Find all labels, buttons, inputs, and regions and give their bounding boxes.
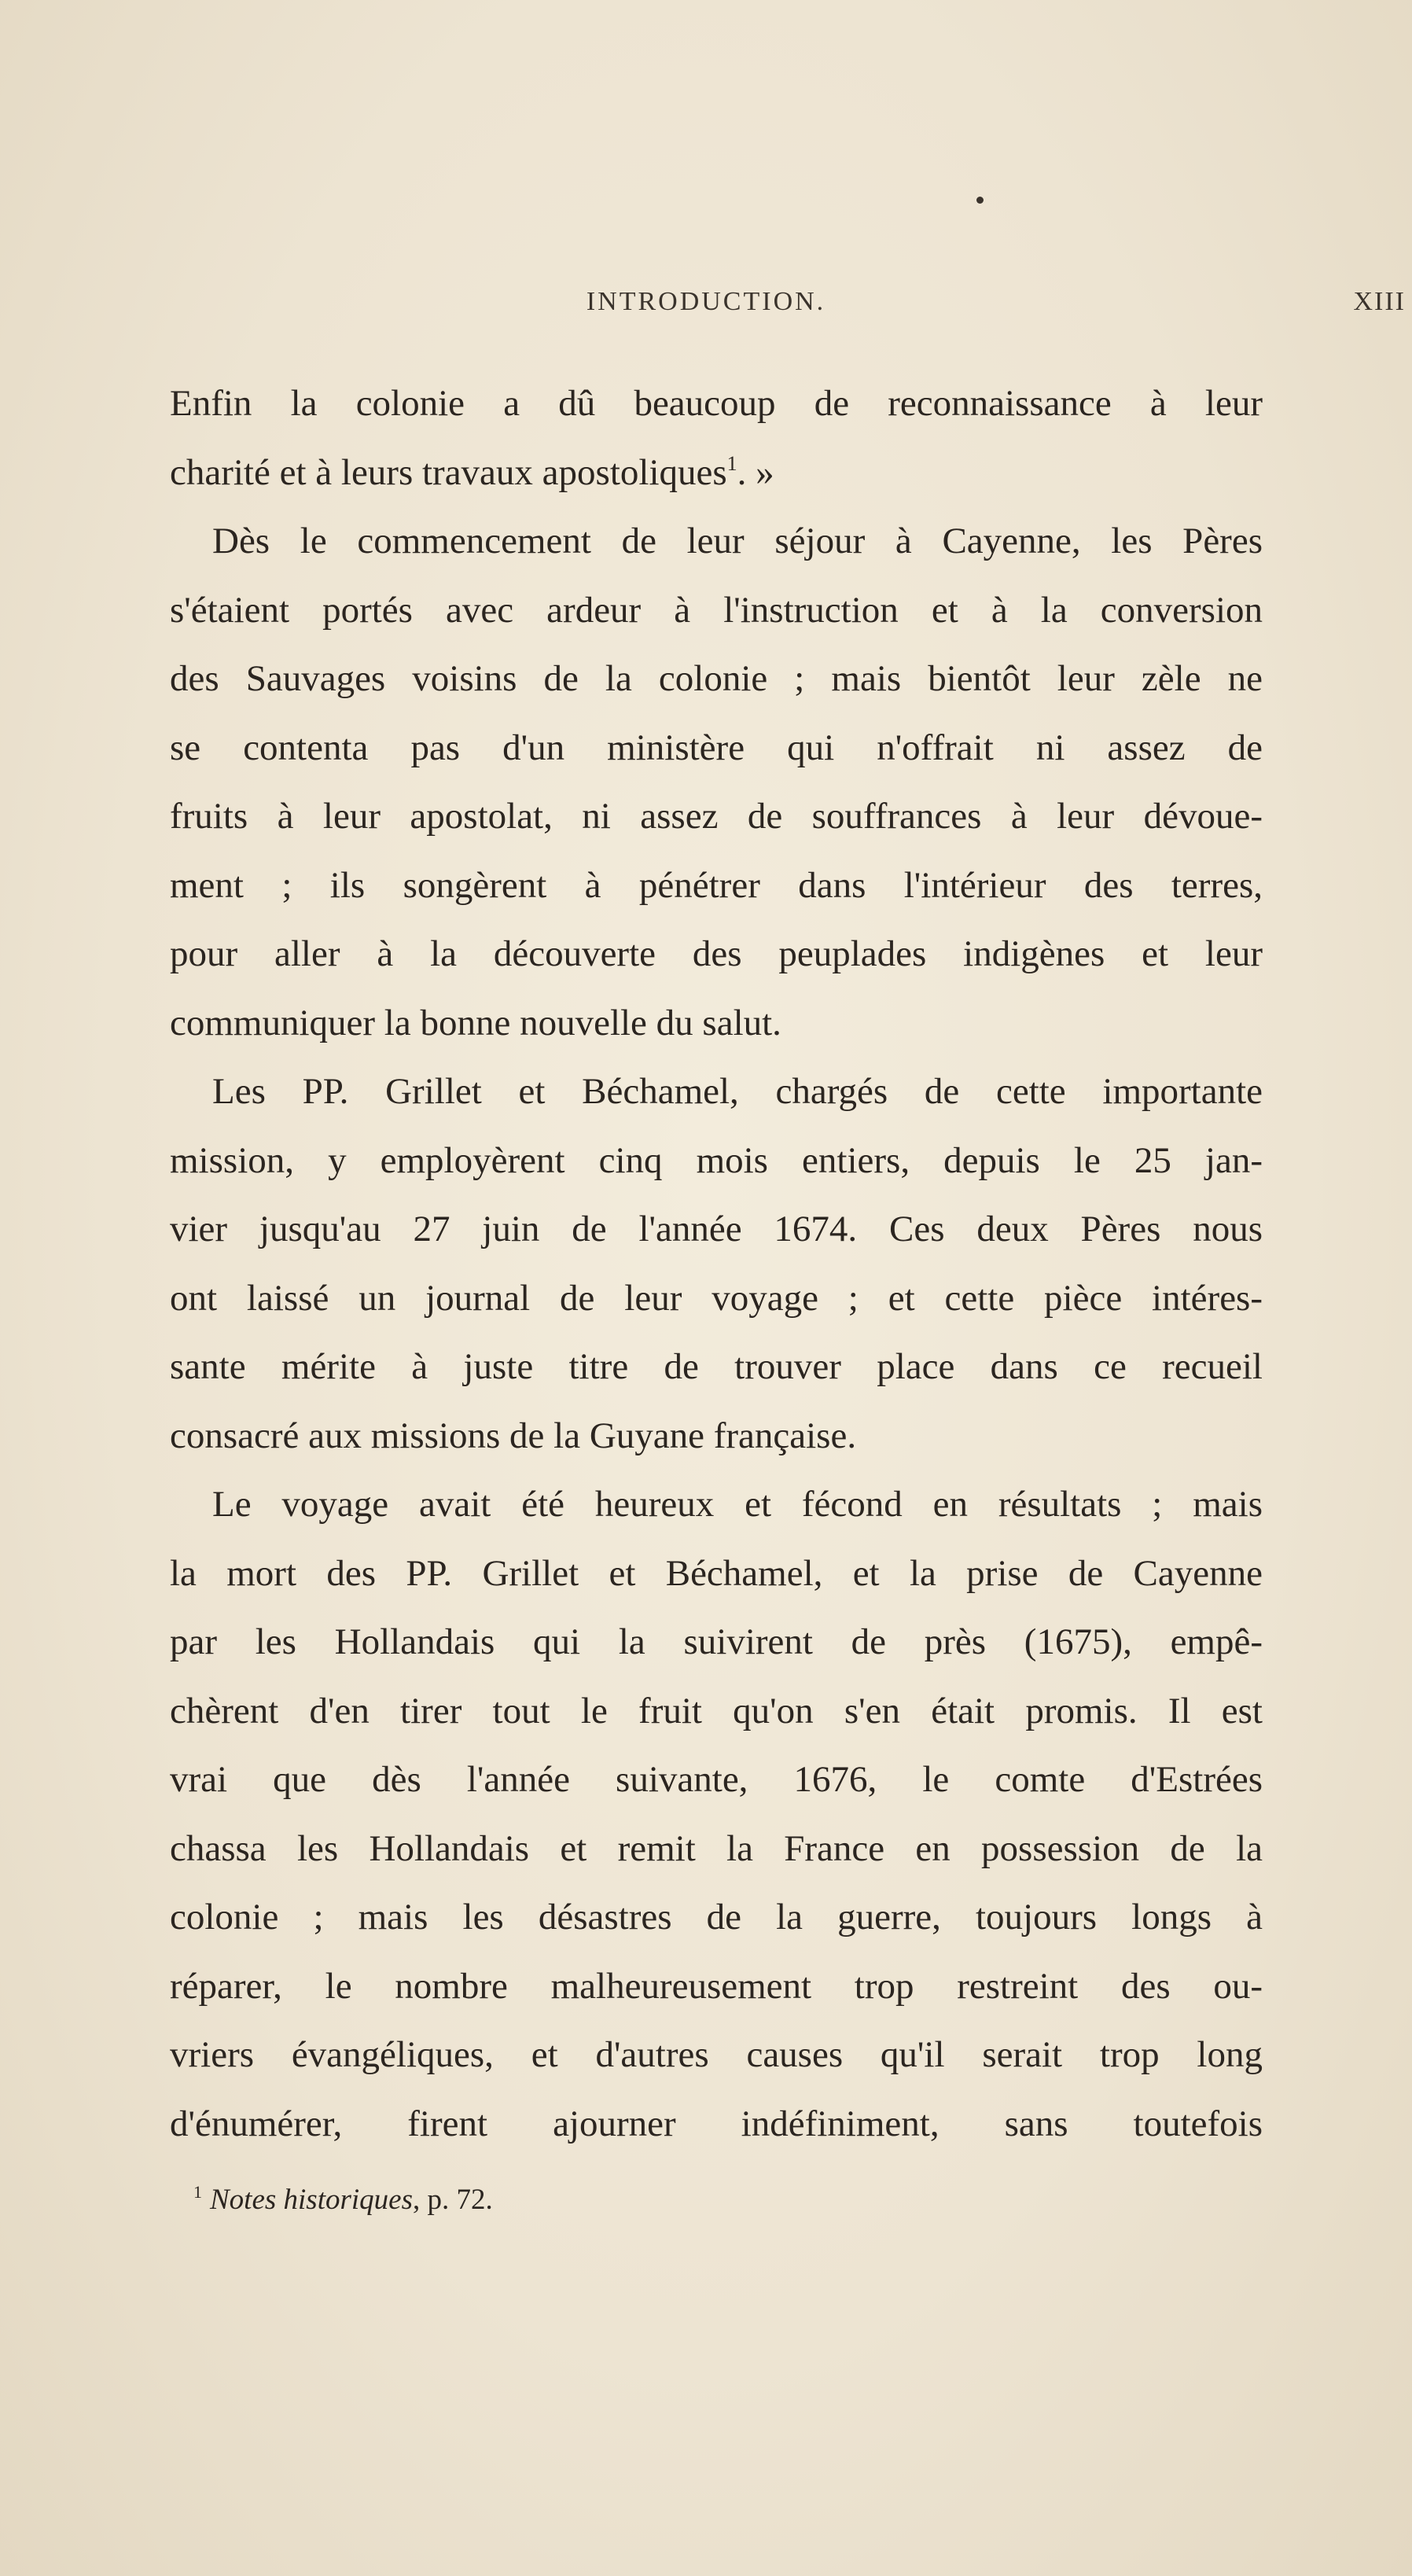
footnote-source: Notes historiques — [210, 2184, 413, 2216]
text-line: consacré aux missions de la Guyane française. — [170, 1415, 857, 1456]
footnote-page: , p. 72. — [413, 2184, 493, 2216]
text-line: vrai que dès l'année suivante, 1676, le comte d'Estrées — [170, 1759, 1263, 1800]
text-line: se contenta pas d'un ministère qui n'offrait ni assez de — [170, 727, 1263, 768]
text-line: Le voyage avait été heureux et fécond en résultats ; mais — [212, 1484, 1263, 1525]
running-head-title: INTRODUCTION. — [586, 287, 826, 316]
text-line: vier jusqu'au 27 juin de l'année 1674. Ces deux Pères nous — [170, 1209, 1263, 1249]
text-segment: . » — [737, 451, 774, 493]
text-line: communiquer la bonne nouvelle du salut. — [170, 1002, 781, 1043]
text-line: Dès le commencement de leur séjour à Cayenne, les Pères — [212, 521, 1263, 561]
footnote — [193, 2182, 493, 2217]
page-number: XIII — [1353, 287, 1406, 316]
footnote-mark: 1 — [193, 2182, 202, 2202]
text-line: la mort des PP. Grillet et Béchamel, et la prise de Cayenne — [170, 1552, 1263, 1594]
text-line: ont laissé un journal de leur voyage ; et cette pièce intéres- — [170, 1277, 1263, 1319]
text-line: Les PP. Grillet et Béchamel, chargés de cette importante — [212, 1071, 1263, 1112]
text-line: s'étaient portés avec ardeur à l'instruction et à la conversion — [170, 589, 1263, 631]
text-line: vriers évangéliques, et d'autres causes qu'il serait trop long — [170, 2034, 1263, 2075]
text-line: colonie ; mais les désastres de la guerre, toujours longs à — [170, 1897, 1263, 1938]
text-line: chassa les Hollandais et remit la France en possession de la — [170, 1827, 1263, 1869]
text-line: chèrent d'en tirer tout le fruit qu'on s'en était promis. Il est — [170, 1690, 1263, 1731]
footnote-reference: 1 — [726, 451, 737, 475]
text-line: sante mérite à juste titre de trouver place dans ce recueil — [170, 1346, 1263, 1387]
text-line: fruits à leur apostolat, ni assez de souffrances à leur dévoue- — [170, 796, 1263, 837]
body-text — [170, 370, 1263, 2158]
text-line: ment ; ils songèrent à pénétrer dans l'intérieur des terres, — [170, 864, 1263, 906]
text-line: réparer, le nombre malheureusement trop restreint des ou- — [170, 1965, 1263, 2007]
text-line: des Sauvages voisins de la colonie ; mais bientôt leur zèle ne — [170, 658, 1263, 699]
text-line: Enfin la colonie a dû beaucoup de reconnaissance à leur — [170, 383, 1263, 424]
text-line: pour aller à la découverte des peuplades indigènes et leur — [170, 933, 1263, 974]
running-head — [0, 287, 1412, 326]
ink-speck — [976, 197, 984, 204]
text-line: mission, y employèrent cinq mois entiers, depuis le 25 jan- — [170, 1139, 1263, 1181]
text-line — [170, 439, 1263, 508]
text-segment: charité et à leurs travaux apostoliques — [170, 451, 727, 493]
text-line: par les Hollandais qui la suivirent de près (1675), empê- — [170, 1621, 1263, 1662]
text-line: d'énumérer, firent ajourner indéfiniment, sans toutefois — [170, 2103, 1263, 2144]
